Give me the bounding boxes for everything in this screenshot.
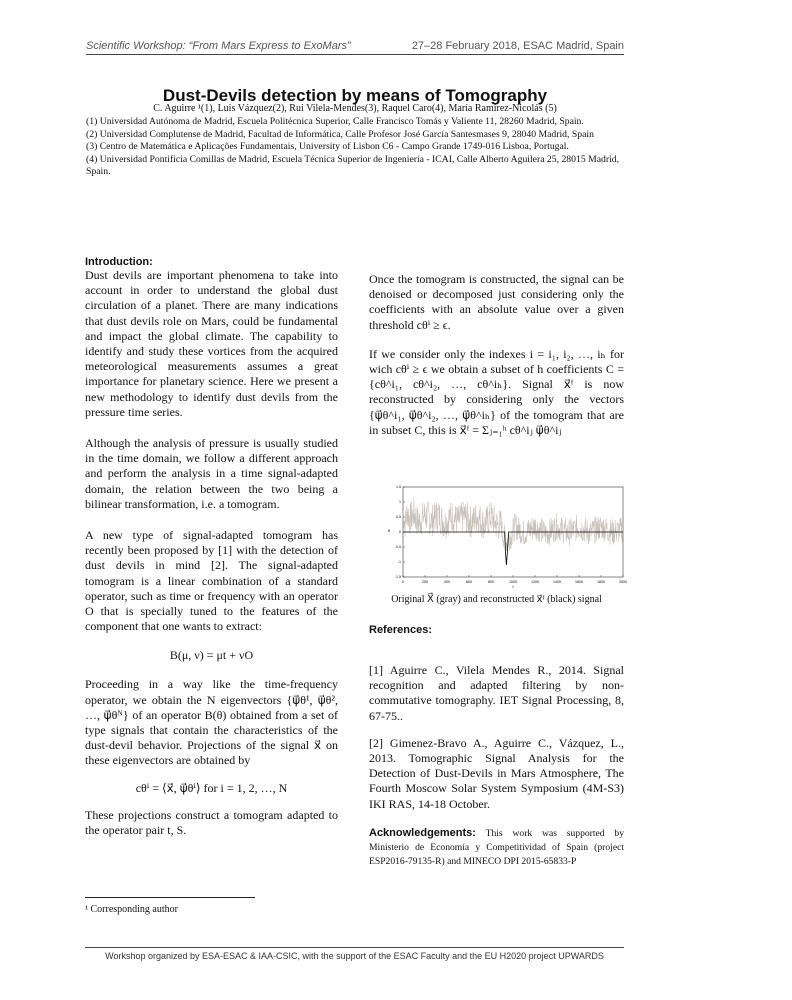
eigenvector-set: {ψ⃗θ¹, ψ⃗θ², …, ψ⃗θᴺ} (85, 692, 338, 722)
x-tick-label: 1000 (509, 580, 517, 584)
affiliation-1: (1) Universidad Autónoma de Madrid, Escuela Politécnica Superior, Calle Francisco Tomás y Valiente 11, 28260 Madrid, Spain. (86, 116, 584, 127)
x-tick-label: 600 (466, 580, 472, 584)
left-column (85, 256, 338, 838)
intro-paragraph-1: Dust devils are important phenomena to take into account in order to understand the global dust circulation of a planet. There are many indications that dust devils role on Mars, could be fundamental and impact the global climate. The capability to identify and study these vortices from the acquired meteorological measurements assumes a great importance for planetary science. Here we present a new methodology to identify dust devils from the pressure time series. (85, 268, 338, 419)
x-tick-label: 1200 (531, 580, 539, 584)
x-tick-label: 0 (402, 580, 404, 584)
footnote-rule (85, 897, 255, 898)
references-heading: References: (369, 624, 432, 636)
y-tick-label: 0.5 (396, 515, 401, 520)
intro-paragraph-5: These projections construct a tomogram adapted to the operator pair t, S. (85, 807, 338, 837)
references-list (369, 651, 624, 824)
right-paragraph-2: If we consider only the indexes i = i₁, i₂, …, iₕ for wich cθⁱ ≥ ϵ we obtain a subset of h coefficients C = {cθ^i₁, cθ^i₂, …, cθ^iₕ}. Signal x⃗ᶠ is now reconstructed by considering only the vectors {ψ⃗θ^i₁, ψ⃗θ^i₂, …, ψ⃗θ^iₕ} of the tomogram that are in subset C, this is x⃗ᶠ = Σⱼ₌₁ʰ cθ^iⱼ ψ⃗θ^iⱼ (369, 346, 624, 437)
y-tick-label: 0 (399, 530, 401, 535)
page-footer: Workshop organized by ESA-ESAC & IAA-CSIC, with the support of the ESAC Faculty and the EU H2020 project UPWARDS (85, 947, 624, 961)
equation-projection: cθⁱ = ⟨x⃗, ψ⃗θⁱ⟩ for i = 1, 2, …, N (135, 780, 288, 795)
footnote: ¹ Corresponding author (85, 904, 178, 915)
p4-text-a: Proceeding in a way like the time-frequency operator, we obtain the N eigenvectors (85, 677, 338, 707)
p4-text-b: of an operator B(θ) obtained from a set of type signals that contain the characteristics of the dust-devil behavior. Projections of the signal x⃗ on these eigenvectors are obtained by (85, 707, 338, 768)
x-tick-label: 200 (422, 580, 428, 584)
header-workshop: Scientific Workshop: “From Mars Express to ExoMars” (86, 40, 351, 52)
equation-operator: B(μ, ν) = μt + νO (169, 648, 254, 663)
affiliations (86, 116, 624, 179)
y-tick-label: 1.5 (396, 485, 401, 490)
x-tick-label: 2000 (619, 580, 627, 584)
figure-caption: Original X⃗ (gray) and reconstructed x⃗ᶠ (black) signal (391, 594, 602, 605)
author-list: C. Aguirre ¹(1), Luis Vázquez(2), Rui Vilela-Mendes(3), Raquel Caro(4), María Ramírez-Nicolás (5) (153, 103, 557, 114)
x-axis-label: t (512, 584, 514, 589)
intro-paragraph-2: Although the analysis of pressure is usually studied in the time domain, we follow a different approach and perform the analysis in a time signal-adapted domain, the relation between the two being a bilinear transformation, i.e. a tomogram. (85, 436, 338, 511)
y-tick-label: -0.5 (394, 545, 401, 550)
x-tick-label: 800 (488, 580, 494, 584)
reference-1: [1] Aguirre C., Vilela Mendes R., 2014. Signal recognition and adapted filtering by non-commutative tomography. IET Signal Processing, 8, 67-75.. (369, 663, 624, 723)
y-tick-label: -1.5 (394, 575, 401, 580)
header-date: 27–28 February 2018, ESAC Madrid, Spain (411, 40, 624, 52)
x-tick-label: 1600 (575, 580, 583, 584)
right-column (369, 272, 624, 438)
intro-paragraph-3: A new type of signal-adapted tomogram has recently been proposed by [1] with the detection of dust devils in mind [2]. The signal-adapted tomogram is a linear combination of a standard operator, such as time or frequency with an operator O that is specially tuned to the features of the component that one wants to extract: (85, 528, 338, 634)
affiliation-3: (3) Centro de Matemática e Aplicações Fundamentais, University of Lisbon C6 - Campo Grande 1749-016 Lisboa, Portugal. (86, 141, 569, 153)
reference-2: [2] Gimenez-Bravo A., Aguirre C., Vázquez, L., 2013. Tomographic Signal Analysis for the Detection of Dust-Devils in Mars Atmosphere, The Fourth Moscow Solar System Symposium (4M-S3) IKI RAS, 14-18 October. (369, 735, 624, 811)
series-original-line (403, 498, 623, 553)
x-tick-label: 1800 (597, 580, 605, 584)
acknowledgements-heading: Acknowledgements: (369, 826, 476, 839)
y-tick-label: -1 (397, 560, 401, 565)
y-axis-label: θ (387, 528, 391, 533)
acknowledgements (369, 826, 624, 870)
running-header (86, 40, 624, 55)
y-tick-label: 1 (399, 500, 401, 505)
signal-figure (369, 481, 627, 591)
acknowledgements-text: This work was supported by Ministerio de Economía y Competitividad of Spain (project ESP2016-79135-R) and MINECO DPI 2015-65833-P (369, 827, 624, 868)
affiliation-2: (2) Universidad Complutense de Madrid, Facultad de Informática, Calle Profesor José García Santesmases 9, 28040 Madrid, Spain (86, 128, 594, 140)
right-paragraph-1: Once the tomogram is constructed, the signal can be denoised or decomposed just considering only the coefficients with an absolute value over a given threshold cθⁱ ≥ ϵ. (369, 272, 624, 332)
intro-paragraph-4 (85, 677, 338, 768)
affiliation-4: (4) Universidad Pontificia Comillas de Madrid, Escuela Técnica Superior de Ingeniería - ICAI, Calle Alberto Aguilera 25, 28015 Madrid, Spain. (86, 153, 620, 178)
paper-title: Dust-Devils detection by means of Tomography (162, 86, 548, 105)
intro-heading: Introduction: (85, 256, 153, 268)
x-tick-label: 1400 (553, 580, 561, 584)
x-tick-label: 400 (444, 580, 450, 584)
